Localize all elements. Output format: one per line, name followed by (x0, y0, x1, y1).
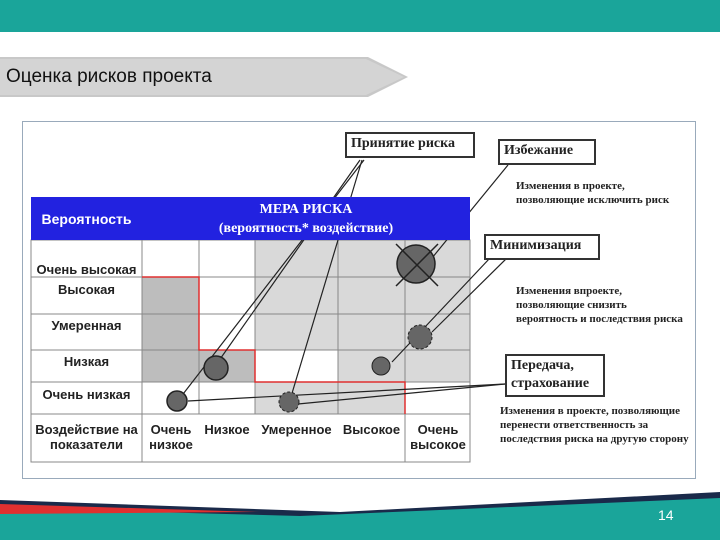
risk-circle-transfer (279, 392, 299, 412)
callout-acceptance: Принятие риска (345, 132, 475, 158)
zone-gray-1 (142, 277, 199, 382)
slide-title: Оценка рисков проекта (6, 66, 212, 87)
callout-transfer: Передача, страхование (505, 354, 605, 397)
risk-circle-accept (204, 356, 228, 380)
row-label-high: Высокая (58, 282, 115, 297)
annotation-transfer: Изменения в проекте, позволяющие перенести ответственность за последствия риска на другую сторону (500, 405, 689, 445)
risk-circle-low (167, 391, 187, 411)
risk-circle-small (372, 357, 390, 375)
header-probability: Вероятность (31, 197, 142, 240)
bottom-decoration (0, 480, 720, 540)
header-measure-line2: (вероятность* воздействие) (218, 221, 394, 236)
callout-minimization: Минимизация (484, 234, 600, 260)
col-label-high: Высокое (342, 422, 401, 437)
impact-label: Воздействие на показатели (35, 422, 138, 452)
annotation-minimization: Изменения впроекте, позволяющие снизить вероятность и последствия риска (516, 285, 683, 325)
col-label-low: Низкое (204, 422, 250, 437)
header-measure (142, 197, 470, 240)
col-label-very-high: Очень высокое (410, 422, 466, 452)
risk-circle-minimize (408, 325, 432, 349)
row-label-medium: Умеренная (51, 318, 122, 333)
page-number: 14 (658, 507, 674, 523)
row-label-very-high: Очень высокая (36, 262, 137, 277)
col-label-medium: Умеренное (261, 422, 332, 437)
zone-lightgray-1 (255, 240, 470, 350)
zone-lightgray-2 (255, 382, 405, 414)
annotation-avoidance: Изменения в проекте, позволяющие исключить риск (516, 180, 670, 206)
header-measure-line1: МЕРА РИСКА (259, 202, 353, 217)
callout-avoidance: Избежание (498, 139, 596, 165)
col-label-very-low: Очень низкое (149, 422, 193, 452)
zone-lightgray-3 (338, 350, 470, 382)
row-label-low: Низкая (63, 354, 110, 369)
row-label-very-low: Очень низкая (42, 387, 131, 402)
